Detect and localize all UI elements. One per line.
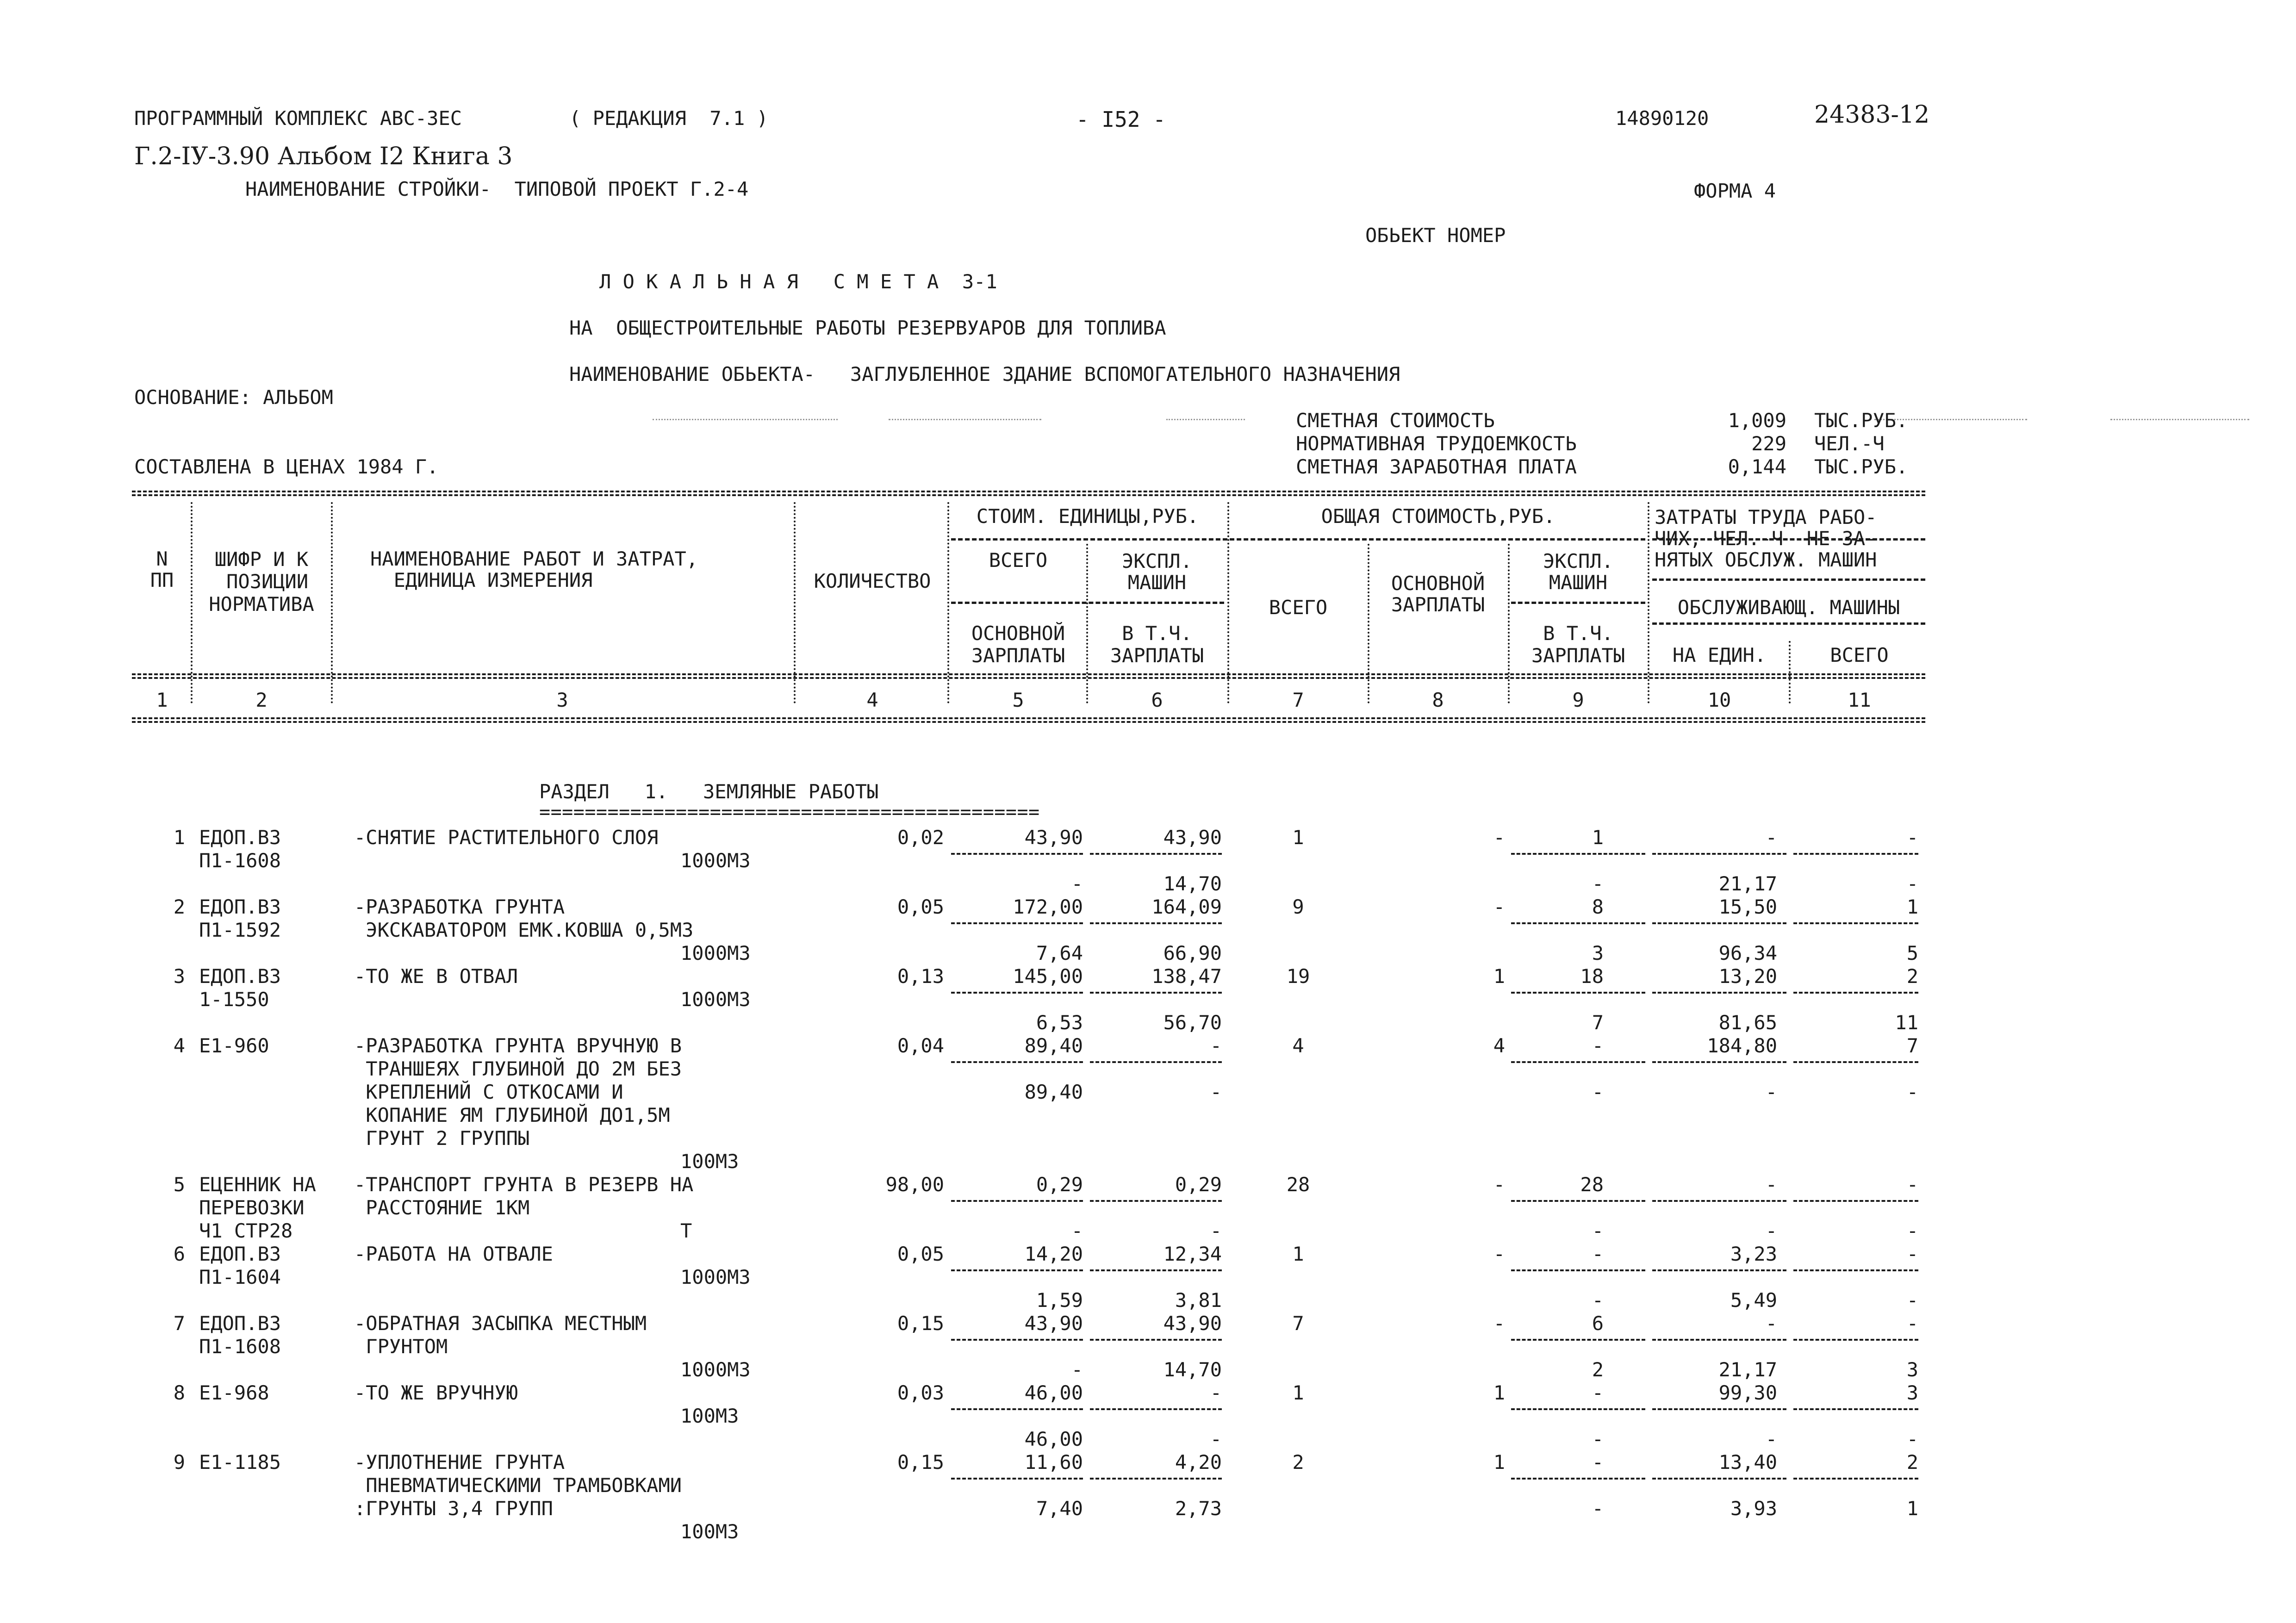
row-subline (1511, 1478, 1645, 1480)
row-labor-machine-total: - (1906, 1428, 1918, 1450)
price-basis: СОСТАВЛЕНА В ЦЕНАХ 1984 Г. (134, 455, 439, 478)
row-quantity: 0,15 (897, 1312, 944, 1335)
row-unit-cost-machines: 0,29 (1175, 1173, 1222, 1196)
row-unit-cost-machines: 164,09 (1151, 895, 1222, 918)
row-base-salary: - (1493, 1173, 1505, 1196)
summary-value: 0,144 (1728, 455, 1786, 478)
total-cost-header: ОБЩАЯ СТОИМОСТЬ,РУБ. (1321, 505, 1556, 528)
row-total-cost: 1 (1292, 826, 1304, 849)
row-number: 4 (173, 1034, 185, 1057)
row-subline (1511, 992, 1645, 994)
row-unit-cost-total: 172,00 (1013, 895, 1083, 918)
row-subline (1793, 1339, 1918, 1341)
row-machine-cost: 18 (1580, 965, 1604, 988)
row-subline (1090, 922, 1222, 924)
row-name: -ТО ЖЕ В ОТВАЛ (354, 965, 518, 988)
row-labor-machine-total: 11 (1895, 1011, 1918, 1034)
row-subline (1652, 1061, 1786, 1063)
row-subline (1511, 1339, 1645, 1341)
row-labor-total: - (1906, 826, 1918, 849)
row-labor-machine-total: - (1906, 872, 1918, 895)
table-top-border (132, 494, 1925, 496)
row-labor-unit: - (1765, 1312, 1777, 1335)
col-number-header: N ПП (150, 547, 174, 592)
form-number: ФОРМА 4 (1694, 180, 1776, 202)
row-total-cost: 28 (1286, 1173, 1310, 1196)
row-unit-machine-salary: 66,90 (1163, 942, 1222, 964)
row-labor-machine-unit: 21,17 (1718, 872, 1777, 895)
row-machine-salary: - (1592, 1428, 1604, 1450)
row-unit-cost-total: 0,29 (1036, 1173, 1083, 1196)
row-subline (951, 1339, 1083, 1341)
summary-unit: ТЫС.РУБ. (1814, 455, 1908, 478)
row-labor-machine-total: - (1906, 1289, 1918, 1312)
row-subline (951, 853, 1083, 855)
row-code: Е1-960 (199, 1034, 269, 1057)
row-unit: 1000М3 (680, 942, 751, 964)
row-number: 7 (173, 1312, 185, 1335)
header-divider (1511, 602, 1645, 604)
row-labor-total: 7 (1906, 1034, 1918, 1057)
row-unit: Т (680, 1219, 692, 1242)
document-title: Л О К А Л Ь Н А Я С М Е Т А 3-1 (599, 270, 997, 293)
row-quantity: 98,00 (885, 1173, 944, 1196)
row-unit-machine-salary: 56,70 (1163, 1011, 1222, 1034)
col-10-header: НА ЕДИН. (1672, 644, 1767, 666)
row-quantity: 0,05 (897, 895, 944, 918)
row-subline (1652, 1408, 1786, 1410)
header-divider (1652, 622, 1925, 625)
row-code: ЕДОП.ВЗ П1-1608 (199, 826, 281, 872)
summary-label: СМЕТНАЯ СТОИМОСТЬ (1296, 409, 1495, 432)
section-title: РАЗДЕЛ 1. ЗЕМЛЯНЫЕ РАБОТЫ (539, 780, 879, 803)
row-labor-unit: 13,40 (1718, 1451, 1777, 1474)
row-labor-machine-unit: 5,49 (1730, 1289, 1777, 1312)
row-subline (1793, 1478, 1918, 1480)
row-number: 9 (173, 1451, 185, 1474)
row-machine-salary: 2 (1592, 1358, 1604, 1381)
row-code: Е1-1185 (199, 1451, 281, 1474)
row-base-salary: - (1493, 1312, 1505, 1335)
row-code: Е1-968 (199, 1381, 269, 1404)
row-subline (1090, 1339, 1222, 1341)
column-separator (1648, 502, 1649, 703)
row-quantity: 0,13 (897, 965, 944, 988)
row-subline (1652, 1269, 1786, 1271)
column-separator (191, 502, 193, 703)
column-separator (794, 502, 796, 703)
column-separator (1227, 502, 1229, 703)
table-top-border (132, 491, 1925, 492)
row-machine-salary: 3 (1592, 942, 1604, 964)
row-labor-unit: 13,20 (1718, 965, 1777, 988)
column-separator (1508, 544, 1510, 703)
faint-line (653, 419, 838, 420)
program-name: ПРОГРАММНЫЙ КОМПЛЕКС АВС-3ЕС (134, 107, 462, 130)
col-code-header: ШИФР И К ПОЗИЦИИ НОРМАТИВА (209, 548, 314, 616)
labor-header: ЗАТРАТЫ ТРУДА РАБО- ЧИХ, ЧЕЛ.-Ч НЕ ЗА- НЯТЫХ ОБСЛУЖ. МАШИН (1655, 506, 1877, 572)
column-separator (947, 502, 949, 703)
col-number: 10 (1707, 689, 1731, 711)
row-labor-total: 2 (1906, 1451, 1918, 1474)
row-subline (1793, 853, 1918, 855)
col-number: 1 (156, 689, 168, 711)
row-subline (1793, 922, 1918, 924)
col-8-header: ОСНОВНОЙ ЗАРПЛАТЫ (1391, 572, 1485, 616)
section-underline: ============================================ (539, 802, 1040, 823)
row-labor-machine-unit: 21,17 (1718, 1358, 1777, 1381)
row-unit-salary: 7,40 (1036, 1497, 1083, 1520)
row-machine-cost: - (1592, 1034, 1604, 1057)
row-code: ЕДОП.ВЗ П1-1604 (199, 1243, 281, 1288)
row-subline (1652, 992, 1786, 994)
row-machine-cost: 8 (1592, 895, 1604, 918)
number-row-border (132, 721, 1925, 723)
row-unit-salary: 46,00 (1024, 1428, 1083, 1450)
row-subline (1652, 1478, 1786, 1480)
row-number: 8 (173, 1381, 185, 1404)
row-unit: 100М3 (680, 1520, 739, 1543)
row-subline (1090, 1061, 1222, 1063)
row-machine-salary: 7 (1592, 1011, 1604, 1034)
row-unit-cost-machines: - (1210, 1381, 1222, 1404)
row-machine-cost: - (1592, 1451, 1604, 1474)
row-labor-unit: 99,30 (1718, 1381, 1777, 1404)
row-number: 3 (173, 965, 185, 988)
row-unit-cost-machines: 4,20 (1175, 1451, 1222, 1474)
row-base-salary: 1 (1493, 1451, 1505, 1474)
row-labor-machine-unit: 96,34 (1718, 942, 1777, 964)
row-name: -ТРАНСПОРТ ГРУНТА В РЕЗЕРВ НА РАССТОЯНИЕ 1КМ (354, 1173, 694, 1219)
row-labor-machine-unit: 81,65 (1718, 1011, 1777, 1034)
col-number: 9 (1572, 689, 1584, 711)
row-labor-machine-unit: - (1765, 1219, 1777, 1242)
row-total-cost: 7 (1292, 1312, 1304, 1335)
row-name: -УПЛОТНЕНИЕ ГРУНТА ПНЕВМАТИЧЕСКИМИ ТРАМБОВКАМИ :ГРУНТЫ 3,4 ГРУПП (354, 1451, 682, 1520)
row-subline (951, 992, 1083, 994)
row-quantity: 0,15 (897, 1451, 944, 1474)
row-unit-cost-machines: 43,90 (1163, 1312, 1222, 1335)
row-quantity: 0,02 (897, 826, 944, 849)
row-machine-cost: - (1592, 1381, 1604, 1404)
row-base-salary: - (1493, 826, 1505, 849)
row-number: 2 (173, 895, 185, 918)
object-name: НАИМЕНОВАНИЕ ОБЬЕКТА- ЗАГЛУБЛЕННОЕ ЗДАНИЕ ВСПОМОГАТЕЛЬНОГО НАЗНАЧЕНИЯ (569, 363, 1400, 386)
row-labor-total: - (1906, 1173, 1918, 1196)
col-number: 8 (1432, 689, 1444, 711)
number-row-border (132, 717, 1925, 719)
row-code: ЕДОП.ВЗ 1-1550 (199, 965, 281, 1011)
col-number: 4 (866, 689, 878, 711)
row-subline (951, 1269, 1083, 1271)
row-machine-cost: 6 (1592, 1312, 1604, 1335)
row-labor-machine-total: 3 (1906, 1358, 1918, 1381)
row-labor-total: - (1906, 1312, 1918, 1335)
row-labor-unit: 184,80 (1707, 1034, 1777, 1057)
row-base-salary: 1 (1493, 965, 1505, 988)
row-unit-machine-salary: 3,81 (1175, 1289, 1222, 1312)
col-number: 11 (1848, 689, 1871, 711)
row-subline (1090, 992, 1222, 994)
row-number: 1 (173, 826, 185, 849)
object-number-label: ОБЬЕКТ НОМЕР (1365, 224, 1506, 247)
row-labor-machine-unit: - (1765, 1428, 1777, 1450)
row-quantity: 0,03 (897, 1381, 944, 1404)
header-bottom-border (132, 677, 1925, 679)
row-subline (1090, 1478, 1222, 1480)
row-base-salary: - (1493, 895, 1505, 918)
basis: ОСНОВАНИЕ: АЛЬБОМ (134, 386, 333, 409)
row-labor-total: 1 (1906, 895, 1918, 918)
row-subline (1793, 1061, 1918, 1063)
row-total-cost: 1 (1292, 1243, 1304, 1265)
row-name: -СНЯТИЕ РАСТИТЕЛЬНОГО СЛОЯ (354, 826, 659, 849)
edition: ( РЕДАКЦИЯ 7.1 ) (569, 107, 768, 130)
row-subline (1511, 1061, 1645, 1063)
row-name: -РАЗРАБОТКА ГРУНТА ЭКСКАВАТОРОМ ЕМК.КОВША 0,5М3 (354, 895, 694, 941)
row-subline (951, 1478, 1083, 1480)
col-name-header: НАИМЕНОВАНИЕ РАБОТ И ЗАТРАТ, ЕДИНИЦА ИЗМЕРЕНИЯ (370, 547, 698, 592)
summary-label: СМЕТНАЯ ЗАРАБОТНАЯ ПЛАТА (1296, 455, 1577, 478)
row-unit-cost-total: 14,20 (1024, 1243, 1083, 1265)
row-unit-cost-total: 46,00 (1024, 1381, 1083, 1404)
header-bottom-border (132, 673, 1925, 675)
row-unit-salary: - (1071, 1358, 1083, 1381)
row-subline (951, 922, 1083, 924)
row-labor-total: - (1906, 1243, 1918, 1265)
row-subline (1511, 1200, 1645, 1202)
row-subline (1511, 922, 1645, 924)
col-number: 6 (1151, 689, 1163, 711)
row-total-cost: 4 (1292, 1034, 1304, 1057)
row-machine-salary: - (1592, 1497, 1604, 1520)
col-number: 5 (1012, 689, 1024, 711)
row-unit-machine-salary: - (1210, 1428, 1222, 1450)
row-total-cost: 9 (1292, 895, 1304, 918)
row-unit-machine-salary: 14,70 (1163, 1358, 1222, 1381)
row-unit: 100М3 (680, 1150, 739, 1173)
row-labor-machine-total: - (1906, 1219, 1918, 1242)
row-unit-salary: 7,64 (1036, 942, 1083, 964)
summary-unit: ЧЕЛ.-Ч (1814, 432, 1885, 455)
summary-label: НОРМАТИВНАЯ ТРУДОЕМКОСТЬ (1296, 432, 1577, 455)
row-name: -ОБРАТНАЯ ЗАСЫПКА МЕСТНЫМ ГРУНТОМ (354, 1312, 647, 1358)
row-code: ЕДОП.ВЗ П1-1608 (199, 1312, 281, 1358)
faint-line (2110, 419, 2249, 420)
row-subline (1793, 1408, 1918, 1410)
column-separator (1789, 641, 1791, 703)
row-subline (1090, 1269, 1222, 1271)
row-labor-unit: 15,50 (1718, 895, 1777, 918)
col-6a-header: ЭКСПЛ. МАШИН (1122, 550, 1192, 594)
row-unit-cost-machines: 138,47 (1151, 965, 1222, 988)
row-unit-salary: 89,40 (1024, 1081, 1083, 1103)
row-unit-cost-total: 145,00 (1013, 965, 1083, 988)
row-labor-unit: 3,23 (1730, 1243, 1777, 1265)
row-unit: 1000М3 (680, 1266, 751, 1288)
col-number: 3 (556, 689, 568, 711)
row-subline (1511, 1408, 1645, 1410)
row-subline (1090, 853, 1222, 855)
col-6b-header: В Т.Ч. ЗАРПЛАТЫ (1110, 622, 1204, 667)
header-divider (951, 538, 1645, 541)
col-number: 7 (1292, 689, 1304, 711)
row-unit-cost-machines: 12,34 (1163, 1243, 1222, 1265)
album-reference: Г.2-IУ-3.90 Альбом I2 Книга 3 (134, 143, 513, 170)
row-subline (1511, 853, 1645, 855)
row-machine-cost: 28 (1580, 1173, 1604, 1196)
row-unit-cost-total: 43,90 (1024, 826, 1083, 849)
row-unit: 100М3 (680, 1405, 739, 1427)
row-total-cost: 19 (1286, 965, 1310, 988)
row-unit: 1000М3 (680, 849, 751, 872)
row-subline (1652, 1200, 1786, 1202)
handwritten-number: 24383-12 (1814, 101, 1930, 129)
row-machine-salary: - (1592, 1289, 1604, 1312)
row-subline (951, 1061, 1083, 1063)
row-unit: 1000М3 (680, 988, 751, 1011)
row-unit-salary: - (1071, 872, 1083, 895)
column-separator (1086, 544, 1088, 703)
col-11-header: ВСЕГО (1830, 644, 1889, 666)
row-unit-cost-machines: 43,90 (1163, 826, 1222, 849)
row-machine-cost: - (1592, 1243, 1604, 1265)
row-total-cost: 1 (1292, 1381, 1304, 1404)
col-9b-header: В Т.Ч. ЗАРПЛАТЫ (1531, 622, 1625, 667)
row-unit-cost-total: 43,90 (1024, 1312, 1083, 1335)
col-7-header: ВСЕГО (1269, 596, 1328, 619)
row-labor-machine-unit: - (1765, 1081, 1777, 1103)
row-subline (951, 1408, 1083, 1410)
row-unit-salary: 1,59 (1036, 1289, 1083, 1312)
row-subline (1793, 1269, 1918, 1271)
row-labor-unit: - (1765, 826, 1777, 849)
row-base-salary: - (1493, 1243, 1505, 1265)
project-name: НАИМЕНОВАНИЕ СТРОЙКИ- ТИПОВОЙ ПРОЕКТ Г.2-4 (245, 178, 749, 200)
row-unit-cost-machines: - (1210, 1034, 1222, 1057)
row-base-salary: 1 (1493, 1381, 1505, 1404)
header-divider (951, 602, 1224, 604)
summary-unit: ТЫС.РУБ. (1814, 409, 1908, 432)
col-5b-header: ОСНОВНОЙ ЗАРПЛАТЫ (971, 622, 1065, 667)
page-number: - I52 - (1076, 107, 1166, 132)
row-subline (1652, 922, 1786, 924)
faint-line (889, 419, 1041, 420)
row-name: -РАЗРАБОТКА ГРУНТА ВРУЧНУЮ В ТРАНШЕЯХ ГЛУБИНОЙ ДО 2М БЕЗ КРЕПЛЕНИЙ С ОТКОСАМИ И КОПАНИЕ ЯМ ГЛУБИНОЙ ДО1,5М ГРУНТ 2 ГРУППЫ (354, 1034, 682, 1150)
summary-value: 1,009 (1728, 409, 1786, 432)
row-machine-salary: - (1592, 1081, 1604, 1103)
row-subline (951, 1200, 1083, 1202)
row-code: ЕДОП.ВЗ П1-1592 (199, 895, 281, 941)
row-name: -ТО ЖЕ ВРУЧНУЮ (354, 1381, 518, 1404)
row-labor-total: 3 (1906, 1381, 1918, 1404)
document-code: 14890120 (1615, 107, 1709, 130)
row-subline (1652, 1339, 1786, 1341)
row-labor-unit: - (1765, 1173, 1777, 1196)
row-machine-salary: - (1592, 1219, 1604, 1242)
row-unit-machine-salary: 14,70 (1163, 872, 1222, 895)
col-number: 2 (255, 689, 268, 711)
labor-machine-header: ОБСЛУЖИВАЮЩ. МАШИНЫ (1677, 596, 1900, 619)
row-quantity: 0,04 (897, 1034, 944, 1057)
row-labor-machine-unit: 3,93 (1730, 1497, 1777, 1520)
row-labor-machine-total: 5 (1906, 942, 1918, 964)
row-code: ЕЦЕННИК НА ПЕРЕВОЗКИ Ч1 СТР28 (199, 1173, 316, 1242)
row-unit-cost-total: 11,60 (1024, 1451, 1083, 1474)
row-name: -РАБОТА НА ОТВАЛЕ (354, 1243, 553, 1265)
col-5a-header: ВСЕГО (989, 549, 1048, 572)
row-unit-machine-salary: - (1210, 1219, 1222, 1242)
row-number: 5 (173, 1173, 185, 1196)
row-quantity: 0,05 (897, 1243, 944, 1265)
row-total-cost: 2 (1292, 1451, 1304, 1474)
row-number: 6 (173, 1243, 185, 1265)
col-quantity-header: КОЛИЧЕСТВО (814, 570, 931, 592)
row-unit-machine-salary: - (1210, 1081, 1222, 1103)
header-divider (1652, 578, 1925, 581)
row-machine-salary: - (1592, 872, 1604, 895)
row-unit-machine-salary: 2,73 (1175, 1497, 1222, 1520)
faint-line (1166, 419, 1245, 420)
row-subline (1090, 1408, 1222, 1410)
document-subtitle: НА ОБЩЕСТРОИТЕЛЬНЫЕ РАБОТЫ РЕЗЕРВУАРОВ ДЛЯ ТОПЛИВА (569, 317, 1166, 339)
row-subline (1090, 1200, 1222, 1202)
row-unit-salary: 6,53 (1036, 1011, 1083, 1034)
row-labor-machine-total: - (1906, 1081, 1918, 1103)
summary-value: 229 (1751, 432, 1786, 455)
row-unit-cost-total: 89,40 (1024, 1034, 1083, 1057)
row-subline (1793, 992, 1918, 994)
col-9a-header: ЭКСПЛ. МАШИН (1543, 550, 1613, 594)
unit-cost-header: СТОИМ. ЕДИНИЦЫ,РУБ. (976, 505, 1199, 528)
row-subline (1652, 853, 1786, 855)
row-unit: 1000М3 (680, 1358, 751, 1381)
row-base-salary: 4 (1493, 1034, 1505, 1057)
column-separator (331, 502, 333, 703)
row-labor-machine-total: 1 (1906, 1497, 1918, 1520)
row-labor-total: 2 (1906, 965, 1918, 988)
column-separator (1368, 544, 1369, 703)
row-machine-cost: 1 (1592, 826, 1604, 849)
row-unit-salary: - (1071, 1219, 1083, 1242)
row-subline (1793, 1200, 1918, 1202)
row-subline (1511, 1269, 1645, 1271)
